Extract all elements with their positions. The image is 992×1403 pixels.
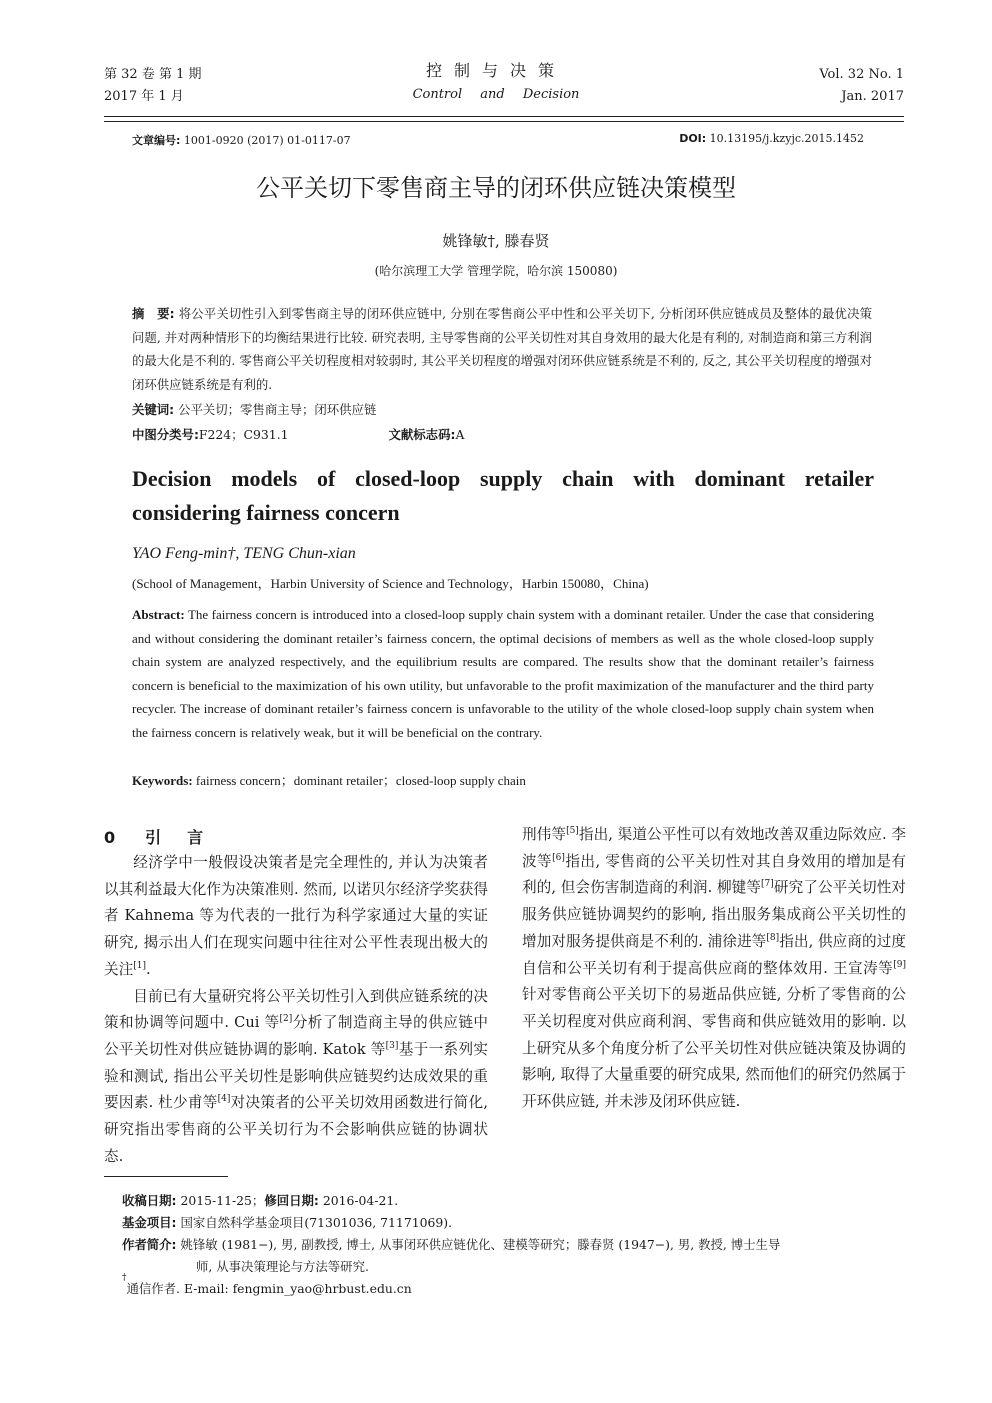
keywords-cn-label: 关键词: — [132, 402, 175, 417]
citation[interactable]: [7] — [761, 879, 774, 890]
authors-cn: 姚锋敏†, 滕春贤 — [442, 232, 550, 250]
clc-value: F224；C931.1 — [198, 427, 289, 442]
journal-name — [396, 58, 596, 102]
dagger-mark: † — [122, 1273, 127, 1283]
text-run: 指出, 零售商的公平关切性对其自身效用的增加是有利的, 但会伤害制造商的利润. 柳键等 — [522, 852, 906, 897]
title-en-line1: Decision models of closed-loop supply chain with dominant retailer — [132, 466, 874, 491]
header-rule-thin — [104, 121, 904, 122]
correspondence-text[interactable]: 通信作者. E-mail: fengmin_yao@hrbust.edu.cn — [126, 1281, 412, 1296]
text-run: 基于一系列实验和测试, 指出公平关切性是影响供应链契约达成效果的重要因素. 杜少甫等 — [104, 1040, 488, 1112]
footnote-fund — [122, 1212, 882, 1234]
section-heading — [104, 825, 229, 848]
text-run: 指出, 渠道公平性可以有效地改善双重边际效应. 李波等 — [522, 826, 906, 870]
doc-label: 文献标志码: — [388, 427, 456, 442]
text-run: 指出, 供应商的过度自信和公平关切有利于提高供应商的整体效用. 王宣涛等 — [522, 932, 906, 977]
doi-label: DOI: — [679, 132, 707, 145]
keywords-en-text: fairness concern；dominant retailer；closed-loop supply chain — [195, 773, 526, 788]
received-date: 2015-11-25； — [180, 1193, 265, 1208]
citation[interactable]: [5] — [566, 826, 579, 837]
affiliation-cn: (哈尔滨理工大学 管理学院，哈尔滨 150080) — [374, 264, 618, 278]
bio-text: 姚锋敏 (1981−), 男, 副教授, 博士, 从事闭环供应链优化、建模等研究；滕春贤 (1947−), 男, 教授, 博士生导 — [180, 1237, 781, 1252]
abstract-en-label: Abstract: — [132, 607, 185, 622]
article-number — [132, 132, 351, 148]
paragraph — [104, 984, 488, 1171]
clc-label: 中图分类号: — [132, 427, 199, 442]
header-rule-thick — [104, 116, 904, 117]
abstract-cn-label: 摘 要: — [132, 306, 175, 321]
text-run: 经济学中一般假设决策者是完全理性的, 并认为决策者以其利益最大化作为决策准则. 然而, 以诺贝尔经济学奖获得者 Kahnema 等为代表的一批行为科学家通过大量的实证研究, 揭示出人们在现实问题中往往对公平性表现出极大的关注 — [104, 854, 488, 978]
bio-label: 作者简介: — [122, 1237, 177, 1252]
issue-cn: 第 32 卷 第 1 期 — [104, 67, 202, 82]
citation[interactable]: [8] — [766, 932, 780, 943]
abstract-cn-text: 将公平关切性引入到零售商主导的闭环供应链中, 分别在零售商公平中性和公平关切下, 分析闭环供应链成员及整体的最优决策问题, 并对两种情形下的均衡结果进行比较. 研究表明, 主导零售商的公平关切性对其自身效用的最大化是有利的, 对制造商和第三方利润的最大化是不利的. 零售商公平关切程度相对较弱时, 其公平关切程度的增强对闭环供应链系统是不利的, 反之, 其公平关切程度的增强对闭环供应链系统是有利的. — [132, 306, 872, 392]
keywords-en — [132, 770, 526, 789]
footnote-rule — [104, 1176, 228, 1177]
date-cn: 2017 年 1 月 — [104, 89, 184, 104]
text-run: . — [145, 960, 151, 978]
citation[interactable]: [4] — [217, 1094, 231, 1105]
citation[interactable]: [3] — [385, 1041, 399, 1052]
text-run: 研究了公平关切性对服务供应链协调契约的影响, 指出服务集成商公平关切性的增加对服务提供商是不利的. 浦徐进等 — [522, 879, 906, 950]
article-number-value: 1001-0920 (2017) 01-0117-07 — [183, 134, 351, 147]
revised-date: 2016-04-21. — [322, 1193, 399, 1208]
citation[interactable]: [6] — [552, 852, 565, 863]
title-en-line2: considering fairness concern — [132, 500, 400, 525]
issue-en: Vol. 32 No. 1 — [819, 67, 904, 82]
footnote-bio-cont: 师, 从事决策理论与方法等研究. — [196, 1259, 369, 1274]
article-number-label: 文章编号: — [132, 134, 181, 147]
text-run: 针对零售商公平关切下的易逝品供应链, 分析了零售商的公平关切程度对供应商利润、零售商和供应链效用的影响. 以上研究从多个角度分析了公平关切性对供应链决策及协调的影响, 取得了大量重要的研究成果, 然而他们的研究仍然属于开环供应链, 并未涉及闭环供应链. — [522, 986, 906, 1111]
document-code — [389, 425, 465, 443]
paragraph — [104, 850, 488, 984]
header-issue-cn — [104, 64, 201, 108]
text-run: 刑伟等 — [522, 826, 567, 843]
classification — [132, 425, 464, 443]
paragraph — [522, 822, 906, 1116]
article-meta — [132, 132, 864, 148]
text-run: 目前已有大量研究将公平关切性引入到供应链系统的决策和协调等问题中. Cui 等 — [104, 987, 488, 1032]
abstract-cn — [132, 302, 872, 396]
title-cn: 公平关切下零售商主导的闭环供应链决策模型 — [256, 174, 736, 202]
fund-label: 基金项目: — [122, 1215, 177, 1230]
footnote-dates — [122, 1190, 882, 1212]
section-number: 0 — [104, 828, 116, 847]
title-en — [132, 462, 874, 530]
fund-text: 国家自然科学基金项目(71301036, 71171069). — [180, 1215, 453, 1230]
journal-name-en: Control and Decision — [412, 87, 580, 102]
doi — [679, 132, 864, 148]
doi-value: 10.13195/j.kzyjc.2015.1452 — [709, 132, 864, 145]
keywords-cn-text: 公平关切；零售商主导；闭环供应链 — [178, 402, 377, 417]
citation[interactable]: [9] — [893, 959, 906, 970]
text-run: 对决策者的公平关切效用函数进行简化, 研究指出零售商的公平关切行为不会影响供应链的协调状态. — [104, 1094, 489, 1165]
text-run: 分析了制造商主导的供应链中公平关切性对供应链协调的影响. Katok 等 — [104, 1014, 488, 1058]
received-label: 收稿日期: — [122, 1193, 177, 1208]
clc-code — [132, 425, 289, 443]
revised-label: 修回日期: — [264, 1193, 319, 1208]
date-en: Jan. 2017 — [841, 89, 904, 104]
citation[interactable]: [2] — [279, 1014, 293, 1025]
doc-value: A — [455, 427, 465, 442]
abstract-en — [132, 603, 874, 745]
body-column-right — [522, 822, 906, 1116]
authors-en: YAO Feng-min†, TENG Chun-xian — [132, 545, 356, 562]
journal-name-cn: 控制与决策 — [425, 61, 566, 80]
affiliation-en: (School of Management，Harbin University of Science and Technology，Harbin 150080，China) — [132, 576, 649, 591]
section-title: 引言 — [145, 828, 230, 847]
keywords-en-label: Keywords: — [132, 773, 193, 788]
keywords-cn — [132, 400, 376, 418]
footnote-bio — [122, 1234, 882, 1256]
header-issue-en — [819, 64, 904, 108]
abstract-en-text: The fairness concern is introduced into a closed-loop supply chain system with a dominant retailer. Under the case that considering and without considering the dominant retailer’s fairness concern, the optimal decisions of members as well as the whole closed-loop supply chain system are analyzed respectively, and the equilibrium results are compared. The results show that the dominant retailer’s fairness concern is beneficial to the maximization of his own utility, but unfavorable to the profit maximization of the manufacturer and the third party recycler. The increase of dominant retailer’s fairness concern is unfavorable to the utility of the whole closed-loop supply chain system when the fairness concern is relatively weak, but it will be beneficial on the contrary. — [132, 607, 874, 740]
citation[interactable]: [1] — [133, 960, 146, 971]
footnotes — [122, 1190, 882, 1300]
footnote-correspondence — [122, 1273, 882, 1300]
body-column-left — [104, 850, 488, 1170]
